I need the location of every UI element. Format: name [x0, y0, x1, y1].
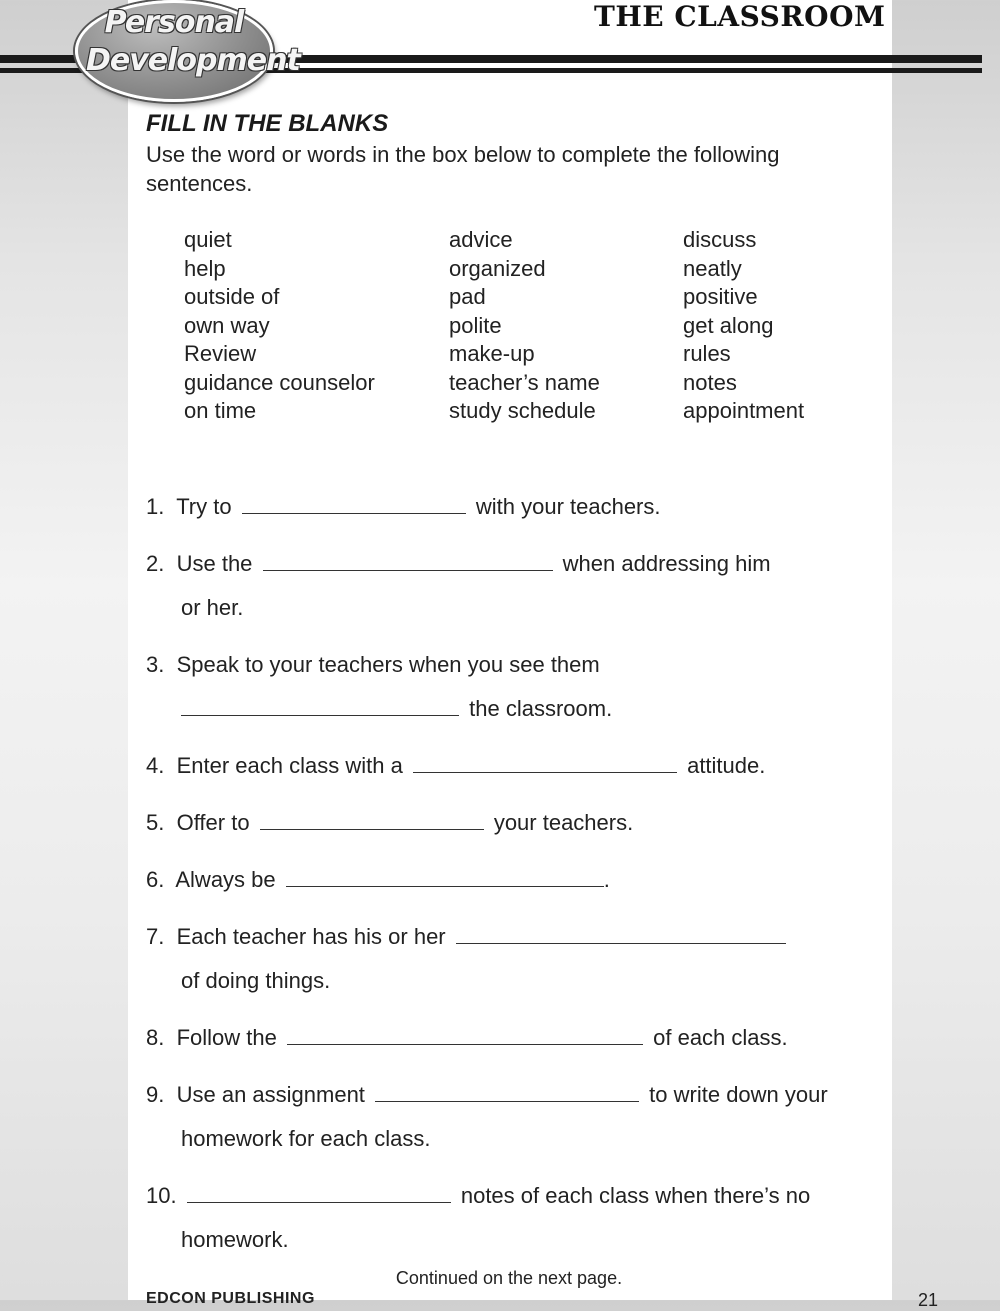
question-7-continuation: of doing things.	[181, 968, 331, 993]
word-bank-item: rules	[683, 341, 731, 366]
word-bank-item: polite	[449, 312, 502, 338]
publisher-name: EDCON PUBLISHING	[146, 1290, 315, 1307]
word-bank-item: positive	[683, 284, 758, 309]
word-bank-item: study schedule	[449, 398, 596, 423]
question-3	[146, 652, 600, 678]
answer-blank-6[interactable]	[286, 868, 604, 887]
question-text-after: of each class.	[653, 1025, 788, 1050]
question-number: 10.	[146, 1183, 177, 1208]
word-bank-item: get along	[683, 312, 774, 338]
page-title: THE CLASSROOM	[594, 0, 886, 33]
logo-text-line2: Development	[86, 43, 300, 78]
question-9	[146, 1082, 828, 1108]
word-bank-column-1	[184, 226, 375, 426]
word-bank-item: on time	[184, 398, 257, 423]
word-bank-item: own way	[184, 312, 270, 338]
personal-development-logo	[75, 0, 300, 102]
question-number: 9.	[146, 1082, 165, 1107]
question-number: 6.	[146, 867, 165, 892]
question-7	[146, 924, 790, 950]
question-8	[146, 1025, 788, 1051]
question-text-after: .	[603, 867, 610, 892]
section-heading: FILL IN THE BLANKS	[146, 110, 389, 137]
word-bank-item: quiet	[184, 227, 232, 252]
word-bank-item: neatly	[683, 255, 742, 281]
word-bank-item: notes	[683, 369, 737, 395]
question-3-continuation	[177, 696, 612, 722]
question-6	[146, 867, 610, 893]
question-text-before: Always be	[175, 867, 276, 892]
question-text-after: your teachers.	[493, 810, 634, 835]
question-10	[146, 1183, 810, 1209]
answer-blank-1[interactable]	[242, 495, 466, 514]
question-text-before: Use the	[176, 551, 253, 576]
word-bank-item: teacher’s name	[449, 369, 600, 395]
answer-blank-9[interactable]	[375, 1083, 639, 1102]
question-text-before: Speak to your teachers when you see them	[176, 652, 600, 677]
question-text-before: Enter each class with a	[176, 753, 403, 778]
question-number: 5.	[146, 810, 165, 835]
question-text-cont: the classroom.	[469, 696, 613, 721]
logo-text-line1: Personal	[104, 5, 244, 40]
question-text-before: Try to	[176, 494, 232, 519]
question-number: 8.	[146, 1025, 165, 1050]
question-text-before: Each teacher has his or her	[176, 924, 446, 949]
question-number: 1.	[146, 494, 165, 519]
answer-blank-8[interactable]	[287, 1026, 643, 1045]
word-bank-item: discuss	[683, 227, 757, 252]
word-bank-item: organized	[449, 255, 546, 281]
question-number: 2.	[146, 551, 165, 576]
question-1	[146, 494, 661, 520]
word-bank-item: pad	[449, 284, 486, 309]
question-10-continuation: homework.	[181, 1227, 289, 1252]
question-number: 3.	[146, 652, 165, 677]
page-number: 21	[918, 1290, 939, 1310]
question-text-after: attitude.	[687, 753, 766, 778]
instructions-text: Use the word or words in the box below to complete the following sentences.	[146, 142, 780, 196]
word-bank-column-2	[449, 226, 600, 426]
question-9-continuation: homework for each class.	[181, 1126, 431, 1151]
question-text-after: notes of each class when there’s no	[460, 1183, 811, 1208]
question-text-before: Offer to	[176, 810, 250, 835]
answer-blank-3[interactable]	[181, 697, 459, 716]
answer-blank-7[interactable]	[456, 925, 786, 944]
question-text-after: when addressing him	[562, 551, 771, 576]
word-bank-item: advice	[449, 227, 513, 252]
answer-blank-4[interactable]	[413, 754, 677, 773]
answer-blank-2[interactable]	[263, 552, 553, 571]
question-number: 7.	[146, 924, 165, 949]
answer-blank-10[interactable]	[187, 1184, 451, 1203]
continued-note: Continued on the next page.	[395, 1268, 623, 1288]
word-bank-item: help	[184, 255, 226, 281]
word-bank-column-3	[683, 226, 804, 426]
question-5	[146, 810, 633, 836]
word-bank-item: outside of	[184, 284, 280, 309]
word-bank-item: make-up	[449, 341, 535, 366]
word-bank-item: appointment	[683, 398, 805, 423]
question-text-before: Follow the	[176, 1025, 277, 1050]
word-bank-item: Review	[184, 341, 257, 366]
question-2-continuation: or her.	[181, 595, 244, 620]
word-bank-item: guidance counselor	[184, 369, 375, 395]
question-text-after: to write down your	[649, 1082, 828, 1107]
question-4	[146, 753, 765, 779]
question-text-before: Use an assignment	[176, 1082, 365, 1107]
question-text-after: with your teachers.	[475, 494, 661, 519]
question-2	[146, 551, 771, 577]
answer-blank-5[interactable]	[260, 811, 484, 830]
question-number: 4.	[146, 753, 165, 778]
